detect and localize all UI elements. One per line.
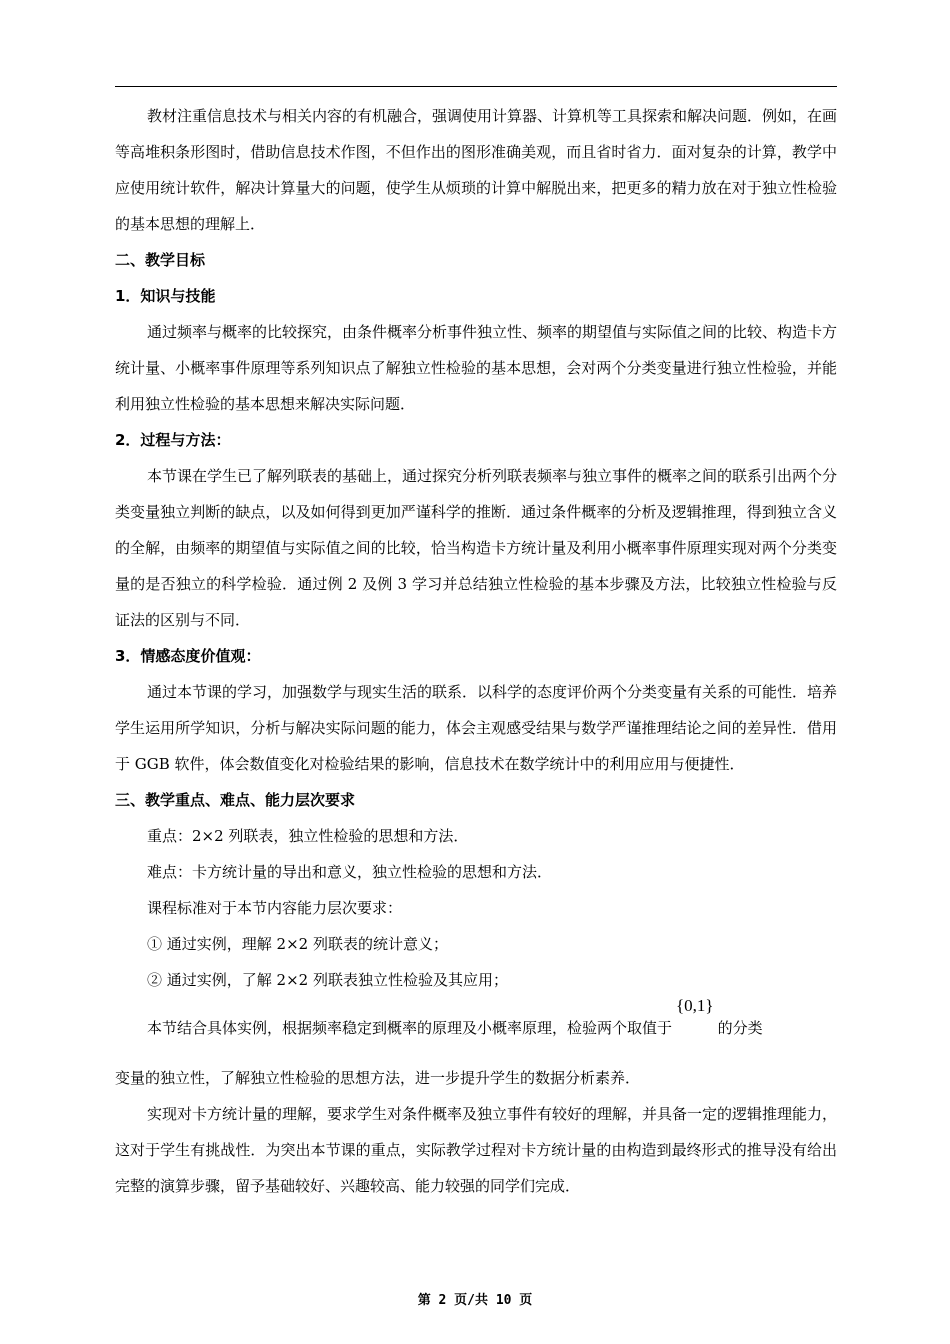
subsection-title-attitude: 3．情感态度价值观： (115, 647, 261, 665)
math-line (115, 996, 837, 1046)
difficulty-line: 难点：卡方统计量的导出和意义，独立性检验的思想和方法． (147, 863, 553, 881)
subsection-title-knowledge: 1．知识与技能 (115, 287, 216, 305)
final-paragraph: 实现对卡方统计量的理解，要求学生对条件概率及独立事件有较好的理解，并具备一定的逻辑推理能力，这对于学生有挑战性．为突出本节课的重点，实际教学过程对卡方统计量的由构造到最终形式的推导没有给出完整的演算步骤，留予基础较好、兴趣较高、能力较强的同学们完成． (115, 1105, 838, 1195)
knowledge-paragraph: 通过频率与概率的比较探究，由条件概率分析事件独立性、频率的期望值与实际值之间的比较、构造卡方统计量、小概率事件原理等系列知识点了解独立性检验的基本思想，会对两个分类变量进行独立性检验，并能利用独立性检验的基本思想来解决实际问题． (115, 323, 838, 413)
section-title-goals: 二、教学目标 (115, 251, 206, 269)
standard-intro-line: 课程标准对于本节内容能力层次要求： (147, 899, 403, 917)
math-text-after: 的分类 (717, 1019, 763, 1037)
document-body (115, 98, 837, 1204)
intro-paragraph: 教材注重信息技术与相关内容的有机融合，强调使用计算器、计算机等工具探索和解决问题．例如，在画等高堆积条形图时，借助信息技术作图，不但作出的图形准确美观，而且省时省力．面对复杂的计算，教学中应使用统计软件，解决计算量大的问题，使学生从烦琐的计算中解脱出来，把更多的精力放在对于独立性检验的基本思想的理解上． (115, 107, 838, 233)
page-footer: 第 2 页/共 10 页 (417, 1293, 533, 1308)
key-point-line: 重点：2×2 列联表，独立性检验的思想和方法． (147, 827, 469, 845)
subsection-title-process: 2．过程与方法： (115, 431, 231, 449)
requirement-2: ② 通过实例，了解 2×2 列联表独立性检验及其应用； (147, 971, 508, 989)
attitude-paragraph: 通过本节课的学习，加强数学与现实生活的联系．以科学的态度评价两个分类变量有关系的可能性．培养学生运用所学知识，分析与解决实际问题的能力，体会主观感受结果与数学严谨推理结论之间的差异性．借用于 GGB 软件，体会数值变化对检验结果的影响，信息技术在数学统计中的利用应用与便捷性． (115, 683, 838, 773)
requirement-1: ① 通过实例，理解 2×2 列联表的统计意义； (147, 935, 448, 953)
process-paragraph: 本节课在学生已了解列联表的基础上，通过探究分析列联表频率与独立事件的概率之间的联系引出两个分类变量独立判断的缺点，以及如何得到更加严谨科学的推断．通过条件概率的分析及逻辑推理，得到独立含义的全解，由频率的期望值与实际值之间的比较，恰当构造卡方统计量及利用小概率事件原理实现对两个分类变量的是否独立的科学检验．通过例 2 及例 3 学习并总结独立性检验的基本步骤及方法，比较独立性检验与反证法的区别与不同． (115, 467, 838, 629)
math-continuation: 变量的独立性，了解独立性检验的思想方法，进一步提升学生的数据分析素养． (115, 1069, 641, 1087)
section-title-focus: 三、教学重点、难点、能力层次要求 (115, 791, 356, 809)
math-text-before: 本节结合具体实例，根据频率稳定到概率的原理及小概率原理，检验两个取值于 (147, 1019, 673, 1037)
header-rule (115, 86, 837, 87)
math-set-formula: {0,1} (676, 996, 714, 1015)
